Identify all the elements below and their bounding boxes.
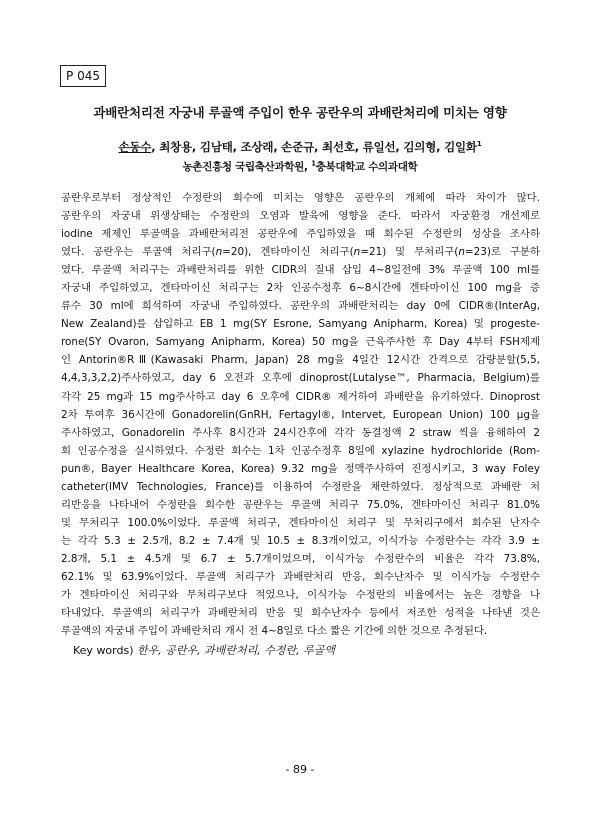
- italic-n: n: [458, 246, 465, 259]
- abstract-line: 타내었다. 루골액의 처리구가 과배란처리 반응 및 회수난자수 등에서 저조한 성적을 나타낸 것은: [61, 607, 540, 620]
- keywords-label: Key words): [73, 644, 137, 657]
- affiliation-mark: 1: [311, 159, 316, 168]
- abstract-line: 각각 25 mg과 15 mg주사하고 day 6 오후에 CIDR® 제거하여 과배란을 유기하였다. Dinoprost: [61, 390, 540, 403]
- abstract-line: 였다. 루골액 처리구는 과배란처리를 위한 CIDR의 질내 삽입 4~8일전에 3% 루골액 100 ml를: [61, 264, 540, 277]
- abstract-line: 62.1% 및 63.9%이었다. 루골액 처리구가 과배란처리 반응, 회수난자수 및 이식가능 수정란수: [61, 570, 540, 583]
- abstract-line: 가 겐타마이신 처리구와 무처리구보다 적었으나, 이식가능 수정란의 비율에서는 높은 경향을 나: [61, 589, 540, 602]
- abstract-line: 2.8개, 5.1 ± 4.5개 및 6.7 ± 5.7개이었으며, 이식가능 수정란수의 비율은 각각 73.8%,: [61, 552, 540, 565]
- italic-n: n: [215, 246, 223, 259]
- abstract-line: 인 Antorin®RⅢ(Kawasaki Pharm, Japan) 28 mg을 4일간 12시간 간격으로 감량분할(5,5,: [61, 354, 540, 367]
- italic-n: n: [353, 246, 361, 259]
- abstract-line: 는 각각 5.3 ± 2.5개, 8.2 ± 7.4개 및 10.5 ± 8.3개이었고, 이식가능 수정란수는 각각 3.9 ±: [61, 534, 540, 547]
- keywords-items: 한우, 공란우, 과배란처리, 수정란, 루골액: [137, 644, 335, 657]
- presenting-author: 손동수: [118, 140, 152, 154]
- abstract-line: iodine 제제인 루골액을 과배란처리전 공란우에 주입하였을 때 회수된 수정란의 성상을 조사하: [61, 228, 540, 241]
- author-affiliation-mark: 1: [476, 140, 482, 149]
- abstract-line: 루골액의 자궁내 주입이 과배란처리 개시 전 4~8일로 다소 짧은 기간에 의한 것으로 추정된다.: [61, 625, 488, 638]
- abstract-line: 주사하였고, Gonadorelin 주사후 8시간과 24시간후에 각각 동결정액 2 straw 씩을 융해하여 2: [61, 426, 540, 439]
- abstract-code: P 045: [66, 69, 100, 83]
- abstract-line: rone(SY Ovaron, Samyang Anipharm, Korea) 50 mg을 근육주사한 후 Day 4부터 FSH제제: [61, 336, 540, 349]
- abstract-line: 리반응을 나타내어 수정란을 회수한 공란우는 루골액 처리구 75.0%, 겐타마이신 처리구 81.0%: [61, 498, 540, 511]
- abstract-line: 공란우로부터 정상적인 수정란의 회수에 미치는 영향은 공란우의 개체에 따라 차이가 많다.: [61, 192, 540, 204]
- abstract-line: 및 무처리구 100.0%이었다. 루골액 처리구, 겐타마이신 처리구 및 무처리구에서 회수된 난자수: [61, 516, 540, 529]
- paper-title: 과배란처리전 자궁내 루골액 주입이 한우 공란우의 과배란처리에 미치는 영향: [93, 105, 507, 120]
- author-list: [40, 139, 560, 155]
- abstract-line: 공란우의 자궁내 위생상태는 수정란의 오염과 발육에 영향을 준다. 따라서 자궁환경 개선제로: [61, 210, 540, 223]
- affiliations: [40, 159, 560, 174]
- abstract-line: 회 인공수정을 실시하였다. 수정란 회수는 1차 인공수정후 8일에 xylazine hydrochloride (Rom-: [61, 444, 540, 457]
- abstract-line: 2차 투여후 36시간에 Gonadorelin(GnRH, Fertagyl®, Intervet, European Union) 100 μg을: [61, 408, 540, 421]
- page-number: - 89 -: [285, 763, 315, 776]
- abstract-line: 류수 30 ml에 희석하여 자궁내 주입하였다. 공란우의 과배란처리는 day 0에 CIDR®(InterAg,: [61, 300, 540, 313]
- affiliation-main: 농촌진흥청 국립축산과학원,: [182, 161, 312, 173]
- abstract-line: 4,4,3,3,2,2)주사하였고, day 6 오전과 오후에 dinoprost(Lutalyse™, Pharmacia, Belgium)를: [61, 372, 540, 385]
- abstract-code-box: [60, 65, 106, 87]
- abstract-line: pun®, Bayer Healthcare Korea, Korea) 9.32 mg을 정맥주사하여 진정시키고, 3 way Foley: [61, 462, 540, 475]
- abstract-line: 자궁내 주입하였고, 겐타마이신 처리구는 2차 인공수정후 6~8시간에 겐타마이신 100 mg을 증: [61, 282, 540, 295]
- abstract-line: 였다. 공란우는 루골액 처리구(n=20), 겐타마이신 처리구(n=21) 및 무처리구(n=23)로 구분하: [61, 246, 540, 259]
- co-authors: , 최창용, 김남태, 조상래, 손준규, 최선호, 류일선, 김의형, 김일화: [151, 140, 477, 154]
- keywords-line: [73, 642, 335, 658]
- affiliation-second: 충북대학교 수의과대학: [315, 161, 418, 173]
- abstract-line: catheter(IMV Technologies, France)를 이용하여 수정란을 채란하였다. 정상적으로 과배란 처: [61, 480, 540, 493]
- abstract-line: New Zealand)를 삽입하고 EB 1 mg(SY Esrone, Samyang Anipharm, Korea) 및 progeste-: [61, 318, 540, 331]
- abstract-body: [61, 189, 540, 640]
